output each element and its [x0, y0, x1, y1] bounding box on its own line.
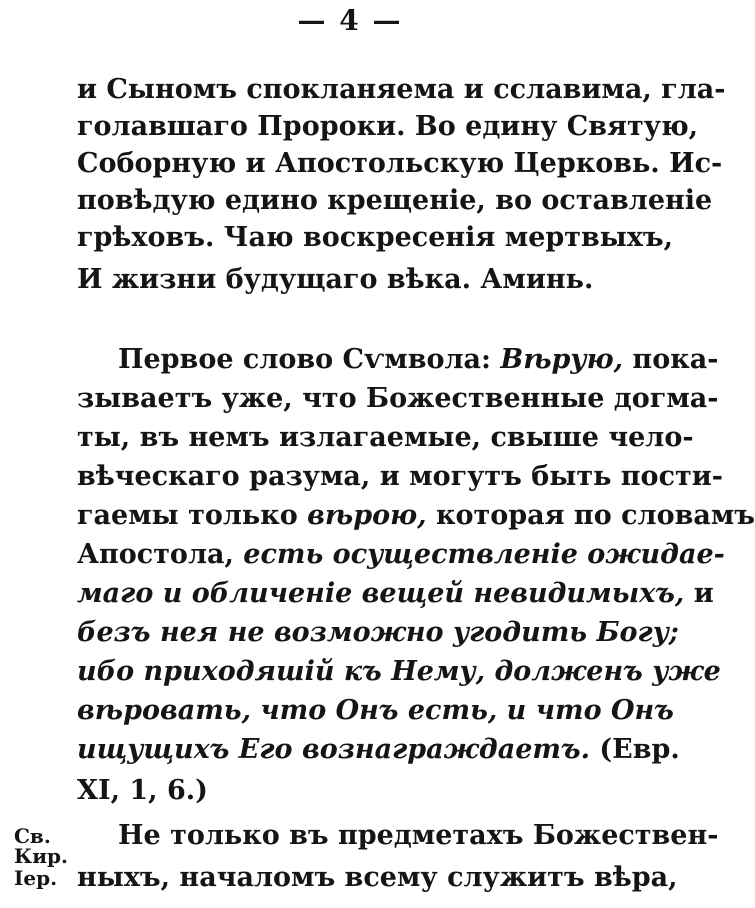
text-run: гаемы только [77, 500, 308, 531]
text-line: зываетъ уже, что Божественные догма- [77, 383, 719, 414]
text-line: ибо приходяшій къ Нему, долженъ уже [77, 656, 721, 687]
italic-run: маго и обличеніе вещей невидимыхъ, [77, 578, 685, 609]
text-line: Соборную и Апостольскую Церковь. Ис- [77, 148, 723, 179]
text-line: Не только въ предметахъ Божествен- [118, 820, 719, 851]
text-line: голавшаго Пророки. Во едину Святую, [77, 111, 699, 142]
text-line [77, 576, 714, 612]
italic-run: Вѣрую, [500, 344, 624, 375]
text-run: Апостола, [77, 539, 244, 570]
text-line [118, 342, 719, 378]
text-line: вѣровать, что Онъ есть, и что Онъ [77, 695, 674, 726]
text-line: И жизни будущаго вѣка. Аминь. [77, 264, 594, 295]
text-run: Первое слово Сѵмвола: [118, 344, 501, 375]
text-line: и Сыномъ спокланяема и сславима, гла- [77, 74, 726, 105]
margin-note-line: Св. [14, 824, 51, 848]
text-line: ныхъ, началомъ всему служитъ вѣра, [77, 862, 678, 893]
margin-note-line: Іер. [14, 866, 58, 890]
text-line: безъ нея не возможно угодить Богу; [77, 617, 679, 648]
text-line [77, 537, 725, 573]
text-line: XI, 1, 6.) [77, 775, 208, 806]
italic-run: есть осуществленіе ожидае- [243, 539, 725, 570]
text-line [77, 498, 755, 534]
text-run: и [684, 578, 714, 609]
text-line: грѣховъ. Чаю воскресенія мертвыхъ, [77, 222, 674, 253]
text-run: пока- [623, 344, 719, 375]
text-line [77, 732, 680, 768]
margin-note-line: Кир. [14, 844, 68, 868]
text-line: повѣдую едино крещеніе, во оставленіе [77, 185, 713, 216]
page-number: — 4 — [297, 4, 403, 37]
italic-run: ищущихъ Его вознаграждаетъ. [77, 734, 590, 765]
text-run: (Евр. [589, 734, 680, 765]
text-run: которая по словамъ [426, 500, 755, 531]
text-line: ты, въ немъ излагаемые, свыше чело- [77, 422, 694, 453]
italic-run: вѣрою, [307, 500, 427, 531]
text-line: вѣческаго разума, и могутъ быть пости- [77, 461, 723, 492]
